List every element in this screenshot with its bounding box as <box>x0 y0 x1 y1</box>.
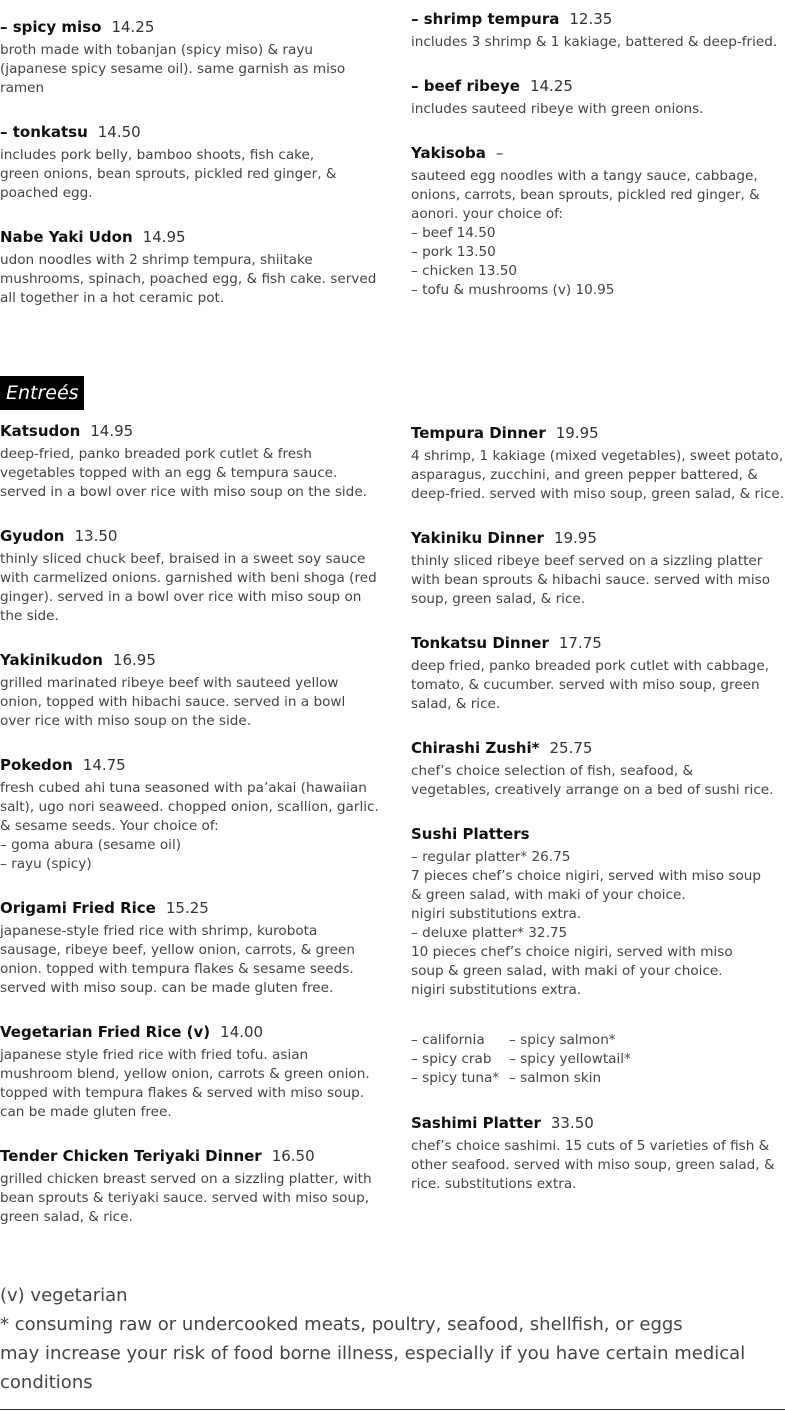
item-price: 14.50 <box>97 123 141 141</box>
item-price: 15.25 <box>165 899 209 917</box>
menu-item-yakinikudon <box>0 650 380 731</box>
item-price: 13.50 <box>74 527 118 545</box>
item-name: Yakinikudon <box>0 651 103 669</box>
menu-item-nabe-yaki-udon <box>0 227 380 308</box>
menu-item-tonkatsu <box>0 122 380 203</box>
item-price: 14.25 <box>111 18 155 36</box>
menu-item-shrimp-tempura <box>411 9 785 52</box>
menu-item-vegetarian-fried-rice <box>0 1022 380 1122</box>
menu-item-chirashi-zushi <box>411 738 785 800</box>
raw-food-warning-line-2: may increase your risk of food borne illness, especially if you have certain medical <box>0 1343 746 1364</box>
item-price: 14.95 <box>142 228 186 246</box>
item-price: 33.50 <box>550 1114 594 1132</box>
item-price: 19.95 <box>555 424 599 442</box>
item-price: – <box>495 144 504 162</box>
item-description: grilled marinated ribeye beef with sauteed yellow onion, topped with hibachi sauce. served in a bowl over rice with miso soup on the side. <box>0 675 346 729</box>
item-name: Sushi Platters <box>411 825 530 843</box>
item-description: deep fried, panko breaded pork cutlet with cabbage, tomato, & cucumber. served with miso soup, green salad, & rice. <box>411 658 770 712</box>
item-name: Chirashi Zushi* <box>411 739 540 757</box>
raw-food-warning-line-3: conditions <box>0 1372 93 1393</box>
item-price: 16.50 <box>271 1147 315 1165</box>
item-price: 14.25 <box>529 77 573 95</box>
maki-list-column-2: – spicy salmon* – spicy yellowtail* – salmon skin <box>509 1032 631 1086</box>
item-description: broth made with tobanjan (spicy miso) & rayu (japanese spicy sesame oil). same garnish as miso ramen <box>0 42 346 96</box>
item-description: thinly sliced ribeye beef served on a sizzling platter with bean sprouts & hibachi sauce. served with miso soup, green salad, & rice. <box>411 553 771 607</box>
item-price: 14.95 <box>90 422 134 440</box>
maki-list-column-1: – california – spicy crab – spicy tuna* <box>411 1032 500 1086</box>
item-description: includes 3 shrimp & 1 kakiage, battered & deep-fried. <box>411 34 778 50</box>
item-price: 25.75 <box>549 739 593 757</box>
menu-item-gyudon <box>0 526 380 626</box>
item-price: 17.75 <box>558 634 602 652</box>
item-price: 19.95 <box>553 529 597 547</box>
item-description: thinly sliced chuck beef, braised in a sweet soy sauce with carmelized onions. garnished with beni shoga (red ginger). served in a bowl over rice with miso soup on the side. <box>0 551 377 624</box>
item-price: 16.95 <box>112 651 156 669</box>
menu-item-beef-ribeye <box>411 76 785 119</box>
item-name: Origami Fried Rice <box>0 899 156 917</box>
item-name: Sashimi Platter <box>411 1114 541 1132</box>
item-description: deep-fried, panko breaded pork cutlet & fresh vegetables topped with an egg & tempura sauce. served in a bowl over rice with miso soup on the side. <box>0 446 367 500</box>
item-description: japanese style fried rice with fried tofu. asian mushroom blend, yellow onion, carrots & green onion. topped with tempura flakes & served with miso soup. can be made gluten free. <box>0 1047 370 1120</box>
item-description: grilled chicken breast served on a sizzling platter, with bean sprouts & teriyaki sauce. served with miso soup, green salad, & rice. <box>0 1171 372 1225</box>
item-name: Gyudon <box>0 527 65 545</box>
item-name: Tonkatsu Dinner <box>411 634 549 652</box>
item-description: udon noodles with 2 shrimp tempura, shiitake mushrooms, spinach, poached egg, & fish cake. served all together in a hot ceramic pot. <box>0 252 377 306</box>
item-name: – tonkatsu <box>0 123 88 141</box>
item-description: chef’s choice selection of fish, seafood, & vegetables, creatively arrange on a bed of sushi rice. <box>411 763 774 798</box>
menu-item-sushi-platters <box>411 824 785 1000</box>
section-title-entrees: Entreés <box>0 376 84 410</box>
item-price: 12.35 <box>569 10 613 28</box>
item-name: Nabe Yaki Udon <box>0 228 133 246</box>
item-name: Tender Chicken Teriyaki Dinner <box>0 1147 262 1165</box>
item-description: includes pork belly, bamboo shoots, fish cake, green onions, bean sprouts, pickled red ginger, & poached egg. <box>0 147 337 201</box>
item-name: – spicy miso <box>0 18 102 36</box>
item-name: Yakiniku Dinner <box>411 529 544 547</box>
menu-item-tempura-dinner <box>411 423 785 504</box>
menu-item-yakiniku-dinner <box>411 528 785 609</box>
item-price: 14.75 <box>82 756 126 774</box>
bottom-divider <box>0 1409 785 1410</box>
item-description: japanese-style fried rice with shrimp, kurobota sausage, ribeye beef, yellow onion, carrots, & green onion. topped with tempura flakes & sesame seeds. served with miso soup. can be made gluten free. <box>0 923 355 996</box>
menu-item-katsudon <box>0 421 380 502</box>
item-name: Vegetarian Fried Rice (v) <box>0 1023 211 1041</box>
menu-item-pokedon <box>0 755 380 874</box>
menu-item-chicken-teriyaki-dinner <box>0 1146 380 1227</box>
menu-item-yakisoba <box>411 143 785 300</box>
item-price: 14.00 <box>220 1023 264 1041</box>
menu-item-sashimi-platter <box>411 1113 785 1194</box>
item-description: fresh cubed ahi tuna seasoned with pa’akai (hawaiian salt), ugo nori seaweed. chopped onion, scallion, garlic. & sesame seeds. Your choice of: – goma abura (sesame oil) – rayu (spicy) <box>0 780 379 872</box>
vegetarian-note: (v) vegetarian <box>0 1285 128 1306</box>
item-name: Katsudon <box>0 422 81 440</box>
item-description: includes sauteed ribeye with green onions. <box>411 101 704 117</box>
menu-item-origami-fried-rice <box>0 898 380 998</box>
footer-notes <box>0 1281 785 1397</box>
item-name: – beef ribeye <box>411 77 520 95</box>
item-description: sauteed egg noodles with a tangy sauce, cabbage, onions, carrots, bean sprouts, pickled red ginger, & aonori. your choice of: – beef 14.50 – pork 13.50 – chicken 13.50 – tofu & mushrooms (v) 10.95 <box>411 168 760 298</box>
item-name: – shrimp tempura <box>411 10 560 28</box>
menu-item-spicy-miso <box>0 17 380 98</box>
menu-item-tonkatsu-dinner <box>411 633 785 714</box>
item-description: – regular platter* 26.75 7 pieces chef’s choice nigiri, served with miso soup & green salad, with maki of your choice. nigiri substitutions extra. – deluxe platter* 32.75 10 pieces chef’s choice nigiri, served with miso soup & green salad, with maki of your choice. nigiri substitutions extra. <box>411 849 762 998</box>
raw-food-warning-line-1: * consuming raw or undercooked meats, poultry, seafood, shellfish, or eggs <box>0 1314 683 1335</box>
item-description: 4 shrimp, 1 kakiage (mixed vegetables), sweet potato, asparagus, zucchini, and green pepper battered, & deep-fried. served with miso soup, green salad, & rice. <box>411 448 785 502</box>
item-name: Yakisoba <box>411 144 486 162</box>
item-name: Pokedon <box>0 756 73 774</box>
item-name: Tempura Dinner <box>411 424 546 442</box>
item-description: chef’s choice sashimi. 15 cuts of 5 varieties of fish & other seafood. served with miso soup, green salad, & rice. substitutions extra. <box>411 1138 775 1192</box>
